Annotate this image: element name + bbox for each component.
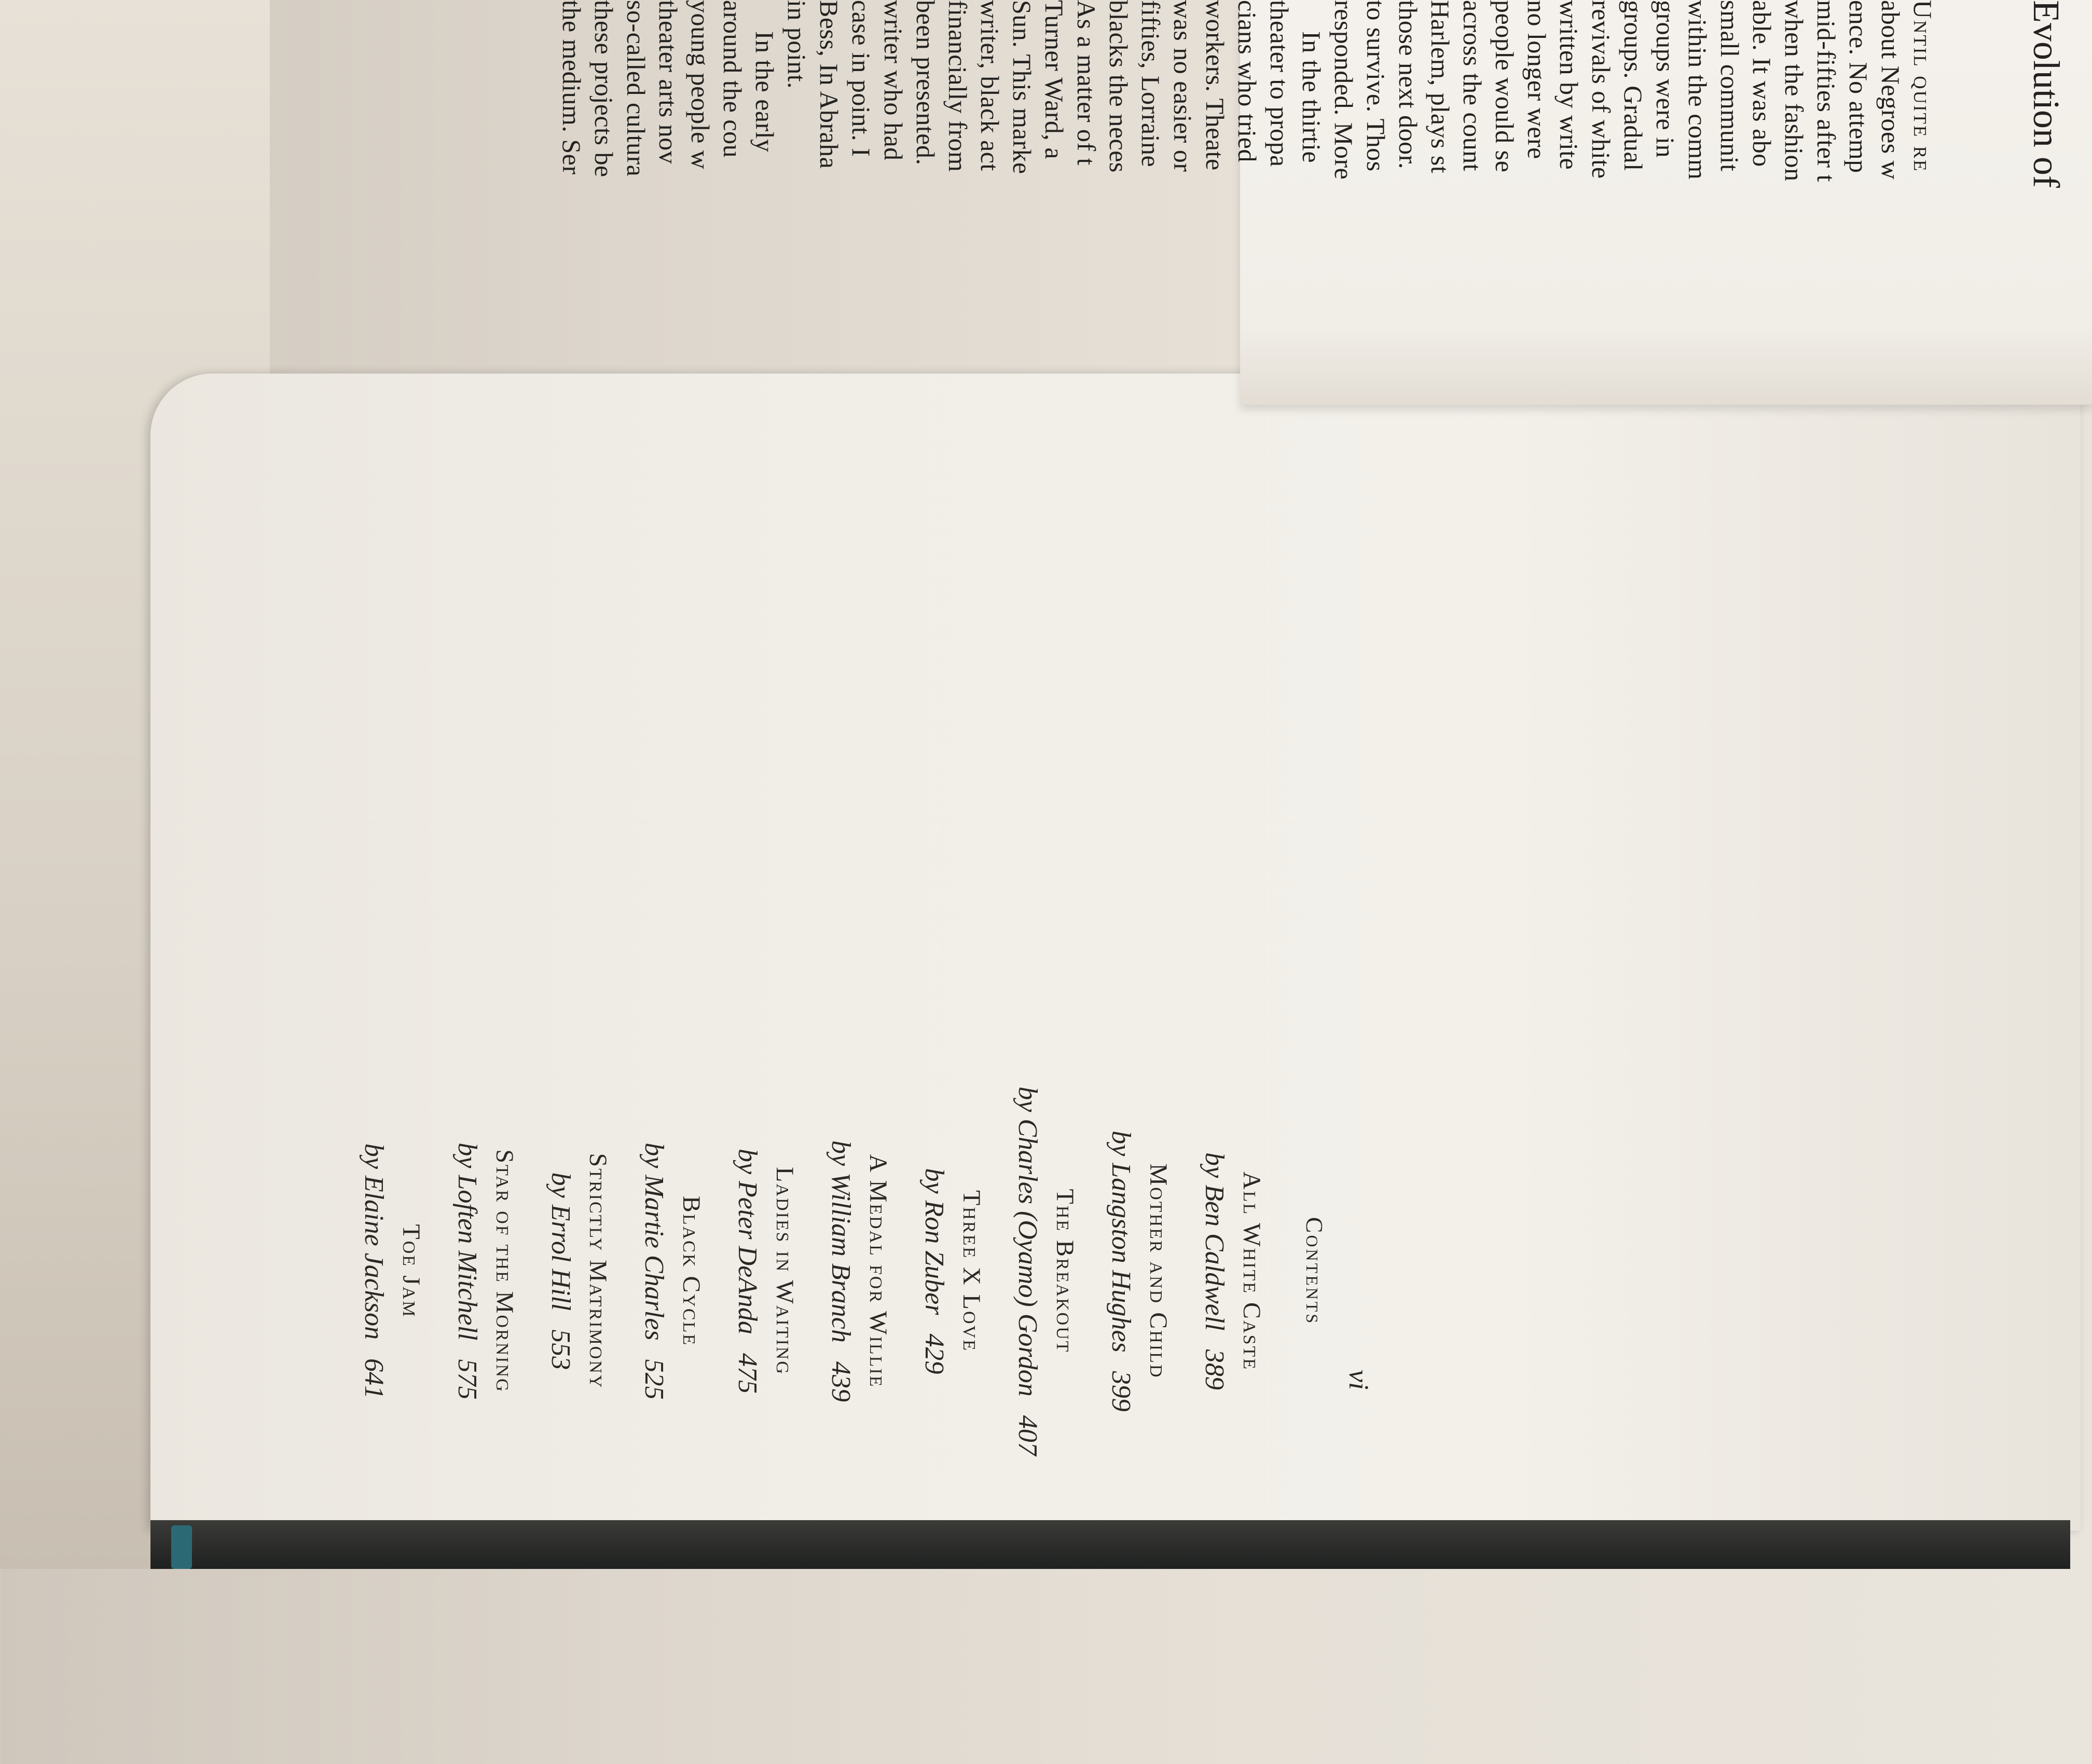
toc-entry-title: Black Cycle — [678, 1195, 705, 1347]
essay-line: was no easier or — [1168, 0, 1198, 172]
essay-opening: Until quite re — [1908, 0, 1937, 173]
essay-text — [557, 0, 2068, 571]
toc-entry-page: 429 — [919, 1333, 949, 1374]
essay-line: across the count — [1458, 0, 1487, 172]
essay-line: theater arts nov — [654, 0, 683, 164]
toc-entry-byline: by Peter DeAnda475 — [733, 1148, 762, 1394]
essay-line: these projects be — [589, 0, 618, 177]
essay-line: to survive. Thos — [1361, 0, 1391, 172]
essay-line: when the fashion — [1780, 0, 1809, 182]
toc-entry-page: 399 — [1106, 1371, 1136, 1412]
table-of-contents — [316, 778, 1328, 1764]
essay-line: ence. No attemp — [1844, 0, 1873, 173]
essay-line: those next door. — [1394, 0, 1423, 170]
essay-line: about Negroes w — [1876, 0, 1905, 180]
toc-entry-page: 553 — [546, 1329, 575, 1370]
essay-line: young people w — [686, 0, 715, 170]
toc-entry-byline: by Martie Charles525 — [639, 1142, 669, 1400]
essay-line: within the comm — [1683, 0, 1712, 180]
page-number: vi — [1343, 1370, 1374, 1390]
essay-line: blacks the neces — [1104, 0, 1133, 173]
essay-line: fifties, Lorraine — [1136, 0, 1165, 168]
essay-line: cians who tried — [1233, 0, 1262, 162]
toc-entry-byline: by Langston Hughes399 — [1106, 1131, 1136, 1412]
toc-entry-title: Star of the Morning — [491, 1149, 518, 1393]
toc-entry-title: A Medal for Willie — [864, 1154, 892, 1388]
toc-entry-byline: by Ron Zuber429 — [919, 1168, 949, 1374]
toc-entry-title: Ladies in Waiting — [771, 1167, 799, 1375]
essay-title: Evolution of — [2026, 0, 2067, 188]
toc-entry-page: 575 — [452, 1359, 482, 1400]
toc-entry-title: Mother and Child — [1145, 1163, 1172, 1379]
essay-line: able. It was abo — [1747, 0, 1777, 167]
toc-entry-byline: by Loften Mitchell575 — [452, 1142, 482, 1400]
essay-line: around the cou — [718, 0, 747, 158]
essay-line: revivals of white — [1587, 0, 1616, 179]
essay-line: workers. Theate — [1201, 0, 1230, 171]
toc-heading: Contents — [1301, 1217, 1328, 1326]
toc-entry-title: Toe Jam — [397, 1224, 425, 1318]
toc-entry-title: The Breakout — [1051, 1189, 1079, 1354]
essay-line: people would se — [1490, 0, 1519, 173]
essay-line: responded. More — [1329, 0, 1358, 180]
essay-line: Sun. This marke — [1008, 0, 1037, 174]
toc-entry-byline: by Ben Caldwell389 — [1200, 1152, 1229, 1390]
toc-entry-page: 475 — [733, 1353, 762, 1394]
toc-entry-byline: by Charles (Oyamo) Gordon407 — [1013, 1086, 1042, 1456]
essay-line: so-called cultura — [622, 0, 651, 177]
essay-line: been presented. — [911, 0, 940, 166]
cover-accent — [171, 1525, 192, 1569]
toc-entry-title: All White Caste — [1238, 1171, 1265, 1371]
essay-line: financially from — [943, 0, 972, 172]
essay-line: written by write — [1554, 0, 1584, 170]
essay-line: As a matter of t — [1072, 0, 1101, 166]
toc-entry-title: Three X Love — [958, 1190, 985, 1352]
toc-entry-byline: by William Branch439 — [826, 1140, 856, 1402]
essay-line: mid-fifties after t — [1812, 0, 1841, 183]
essay-line: groups. Gradual — [1619, 0, 1648, 171]
essay-line: writer, black act — [975, 0, 1004, 171]
toc-entry-byline: by Elaine Jackson641 — [359, 1143, 389, 1399]
essay-line: In the thirtie — [1297, 31, 1326, 163]
essay-line: Harlem, plays st — [1426, 0, 1455, 174]
toc-entry-title: Strictly Matrimony — [584, 1153, 612, 1389]
toc-entry-byline: by Errol Hill553 — [546, 1172, 575, 1370]
essay-line: case in point. I — [847, 0, 876, 157]
essay-line: writer who had — [879, 0, 908, 161]
essay-line: groups were in — [1651, 0, 1680, 158]
essay-line: no longer were — [1522, 0, 1551, 159]
essay-line: the medium. Ser — [557, 0, 586, 175]
essay-line: theater to propa — [1265, 0, 1294, 167]
essay-line: in point. — [782, 0, 811, 89]
essay-line: Turner Ward, a — [1040, 0, 1069, 160]
essay-line: small communit — [1715, 0, 1744, 172]
toc-entry-page: 641 — [359, 1358, 389, 1399]
toc-entry-page: 525 — [639, 1359, 669, 1400]
toc-entry-page: 407 — [1013, 1415, 1042, 1456]
essay-line: Bess, In Abraha — [815, 0, 844, 169]
toc-entry-page: 439 — [826, 1361, 856, 1402]
essay-line: In the early — [750, 31, 779, 153]
toc-entry-page: 389 — [1200, 1349, 1229, 1390]
